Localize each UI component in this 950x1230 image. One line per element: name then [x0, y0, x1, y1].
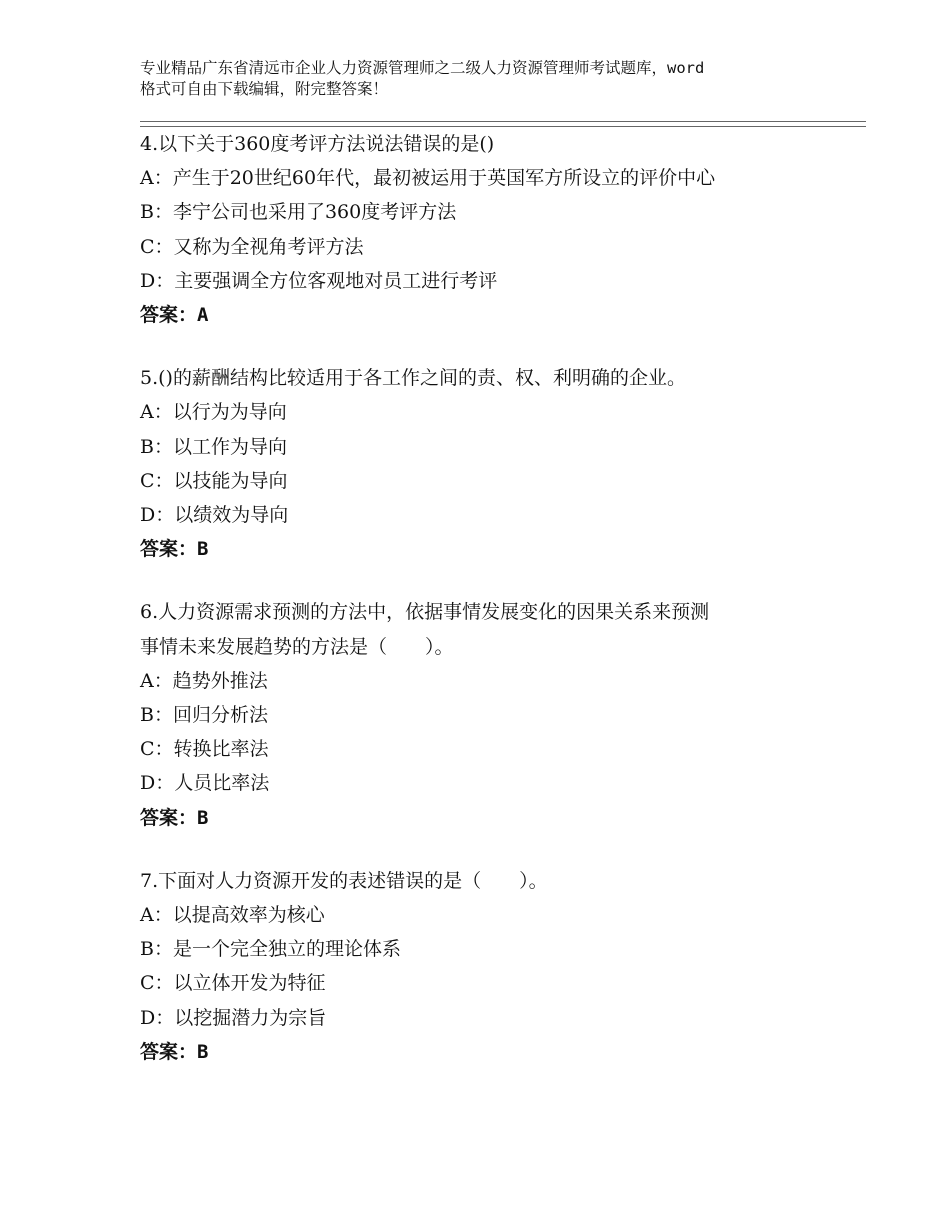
document-header: [140, 58, 840, 100]
option-b: B：回归分析法: [140, 704, 268, 727]
answer-label: 答案：B: [140, 806, 209, 829]
header-line-1: 专业精品广东省清远市企业人力资源管理师之二级人力资源管理师考试题库，word: [140, 59, 705, 77]
question-6: [140, 595, 840, 834]
question-stem-line-1: 6.人力资源需求预测的方法中，依据事情发展变化的因果关系来预测: [140, 601, 710, 624]
question-list: [140, 127, 840, 1098]
question-7: [140, 864, 840, 1069]
option-d: D：以绩效为导向: [140, 504, 289, 527]
header-line-2: 格式可自由下载编辑，附完整答案！: [140, 80, 389, 98]
option-c: C：转换比率法: [140, 738, 269, 761]
option-a: A：以提高效率为核心: [140, 904, 325, 927]
question-stem: 4.以下关于360度考评方法说法错误的是(): [140, 133, 495, 155]
option-d: D：人员比率法: [140, 772, 270, 795]
option-c: C：又称为全视角考评方法: [140, 235, 364, 258]
question-4: [140, 127, 840, 332]
question-stem: 7.下面对人力资源开发的表述错误的是（ ）。: [140, 869, 548, 892]
question-stem: 5.()的薪酬结构比较适用于各工作之间的责、权、利明确的企业。: [140, 367, 686, 390]
question-5: [140, 361, 840, 566]
option-b: B：是一个完全独立的理论体系: [140, 938, 401, 961]
option-d: D：以挖掘潜力为宗旨: [140, 1006, 327, 1029]
option-a: A：趋势外推法: [140, 669, 268, 692]
option-b: B：李宁公司也采用了360度考评方法: [140, 201, 457, 224]
answer-label: 答案：B: [140, 538, 209, 561]
option-c: C：以立体开发为特征: [140, 972, 326, 995]
option-a: A：产生于20世纪60年代，最初被运用于英国军方所设立的评价中心: [140, 167, 716, 190]
option-c: C：以技能为导向: [140, 469, 288, 492]
question-stem-line-2: 事情未来发展趋势的方法是（ ）。: [140, 635, 454, 658]
answer-label: 答案：A: [140, 304, 209, 327]
option-a: A：以行为为导向: [140, 401, 287, 424]
option-b: B：以工作为导向: [140, 435, 287, 458]
option-d: D：主要强调全方位客观地对员工进行考评: [140, 269, 498, 292]
answer-label: 答案：B: [140, 1040, 209, 1063]
